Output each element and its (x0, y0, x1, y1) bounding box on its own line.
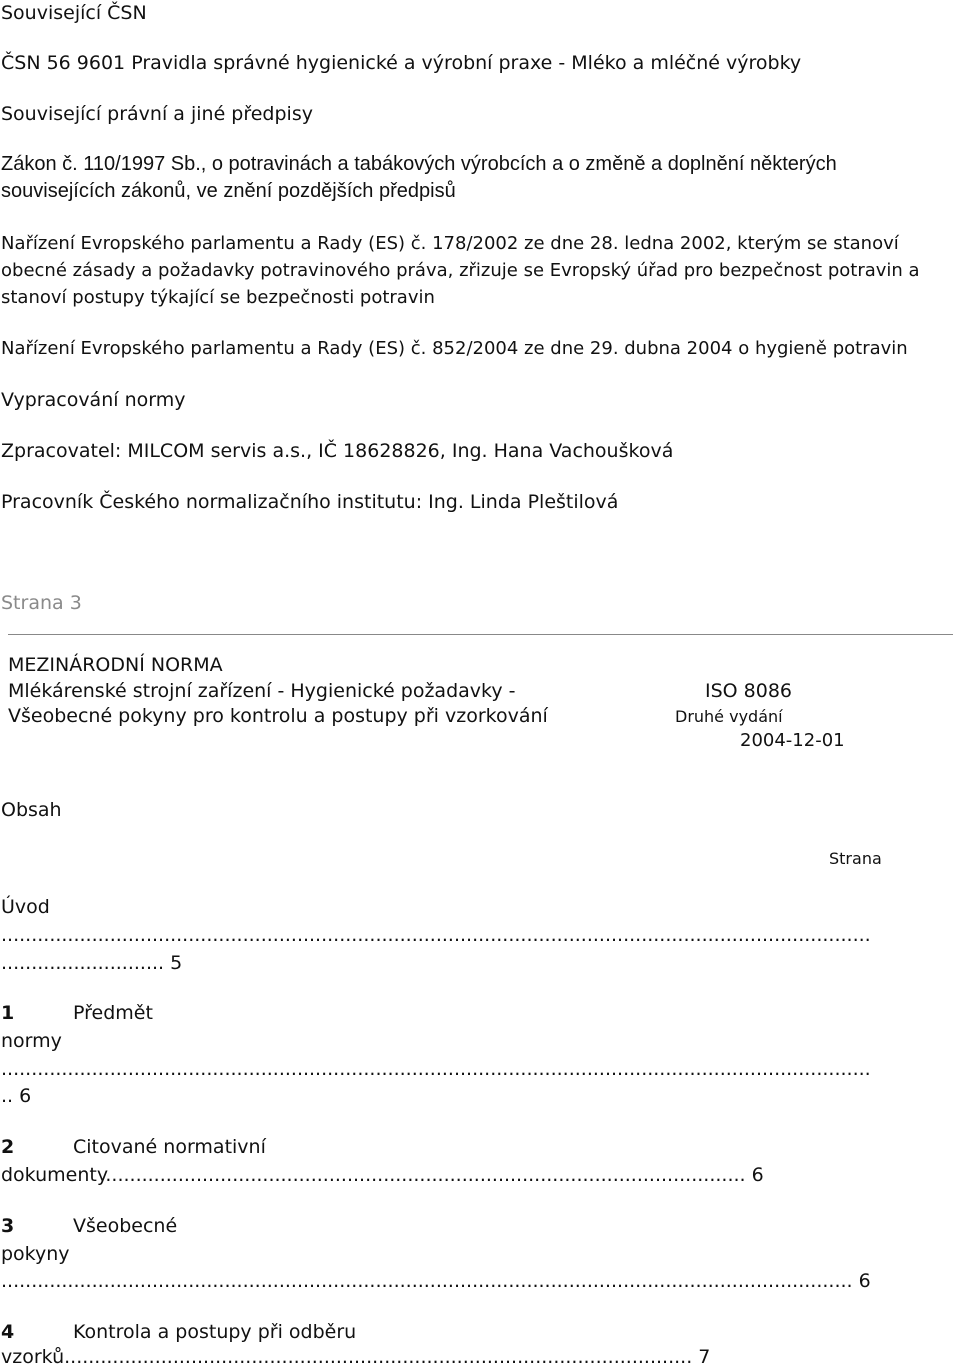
toc-intro-dots: ................................................................................................................................................ (1, 924, 871, 946)
toc-item-1-dots: ................................................................................................................................................ (1, 1058, 871, 1080)
standard-edition: Druhé vydání (675, 707, 783, 726)
law-110-line2: souvisejících zákonů, ve znění pozdějších předpisů (1, 180, 456, 202)
toc-item-3-number: 3 (1, 1215, 15, 1237)
regulation-852: Nařízení Evropského parlamentu a Rady (ES) č. 852/2004 ze dne 29. dubna 2004 o hygieně potravin (1, 338, 908, 359)
toc-item-4-number: 4 (1, 1321, 15, 1343)
toc-intro-page: ........................... 5 (1, 952, 183, 974)
toc-item-2-line2: dokumenty.......................................................................................................... 6 (1, 1164, 764, 1186)
toc-item-1-number: 1 (1, 1002, 15, 1024)
header-rule (8, 634, 953, 635)
related-csn-heading: Související ČSN (1, 2, 147, 24)
toc-item-1-title[interactable]: Předmět (73, 1002, 153, 1024)
standard-code: ISO 8086 (705, 680, 793, 702)
law-110-line1: Zákon č. 110/1997 Sb., o potravinách a tabákových výrobcích a o změně a doplnění některých (1, 153, 837, 175)
standard-date: 2004-12-01 (740, 730, 845, 751)
toc-item-3-page: ............................................................................................................................................. 6 (1, 1270, 871, 1292)
preparation-author: Zpracovatel: MILCOM servis a.s., IČ 18628826, Ing. Hana Vachoušková (1, 440, 674, 462)
toc-item-3-line2: pokyny (1, 1243, 70, 1265)
toc-item-1-line2: normy (1, 1030, 62, 1052)
page-marker: Strana 3 (1, 592, 82, 614)
toc-item-4-title[interactable]: Kontrola a postupy při odběru (73, 1321, 357, 1343)
toc-item-1-page: .. 6 (1, 1085, 32, 1107)
legal-heading: Související právní a jiné předpisy (1, 103, 313, 125)
related-csn-item: ČSN 56 9601 Pravidla správné hygienické a výrobní praxe - Mléko a mléčné výrobky (1, 52, 802, 74)
regulation-178-line1: Nařízení Evropského parlamentu a Rady (ES) č. 178/2002 ze dne 28. ledna 2002, kterým se stanoví (1, 233, 899, 254)
toc-page-column-label: Strana (829, 849, 882, 868)
standard-title-line2: Všeobecné pokyny pro kontrolu a postupy při vzorkování (8, 705, 548, 727)
toc-item-3-title[interactable]: Všeobecné (73, 1215, 178, 1237)
preparation-heading: Vypracování normy (1, 389, 186, 411)
toc-intro-title[interactable]: Úvod (1, 896, 50, 918)
regulation-178-line2: obecné zásady a požadavky potravinového práva, zřizuje se Evropský úřad pro bezpečnost potravin a (1, 260, 920, 281)
toc-item-4-line2: vzorků........................................................................................................ 7 (1, 1346, 711, 1368)
toc-item-2-title[interactable]: Citované normativní (73, 1136, 266, 1158)
regulation-178-line3: stanoví postupy týkající se bezpečnosti potravin (1, 287, 435, 308)
standard-title-line1: Mlékárenské strojní zařízení - Hygienické požadavky - (8, 680, 516, 702)
toc-item-2-number: 2 (1, 1136, 15, 1158)
toc-heading: Obsah (1, 799, 62, 821)
standard-type: MEZINÁRODNÍ NORMA (8, 654, 223, 676)
preparation-institute-worker: Pracovník Českého normalizačního institutu: Ing. Linda Pleštilová (1, 491, 619, 513)
